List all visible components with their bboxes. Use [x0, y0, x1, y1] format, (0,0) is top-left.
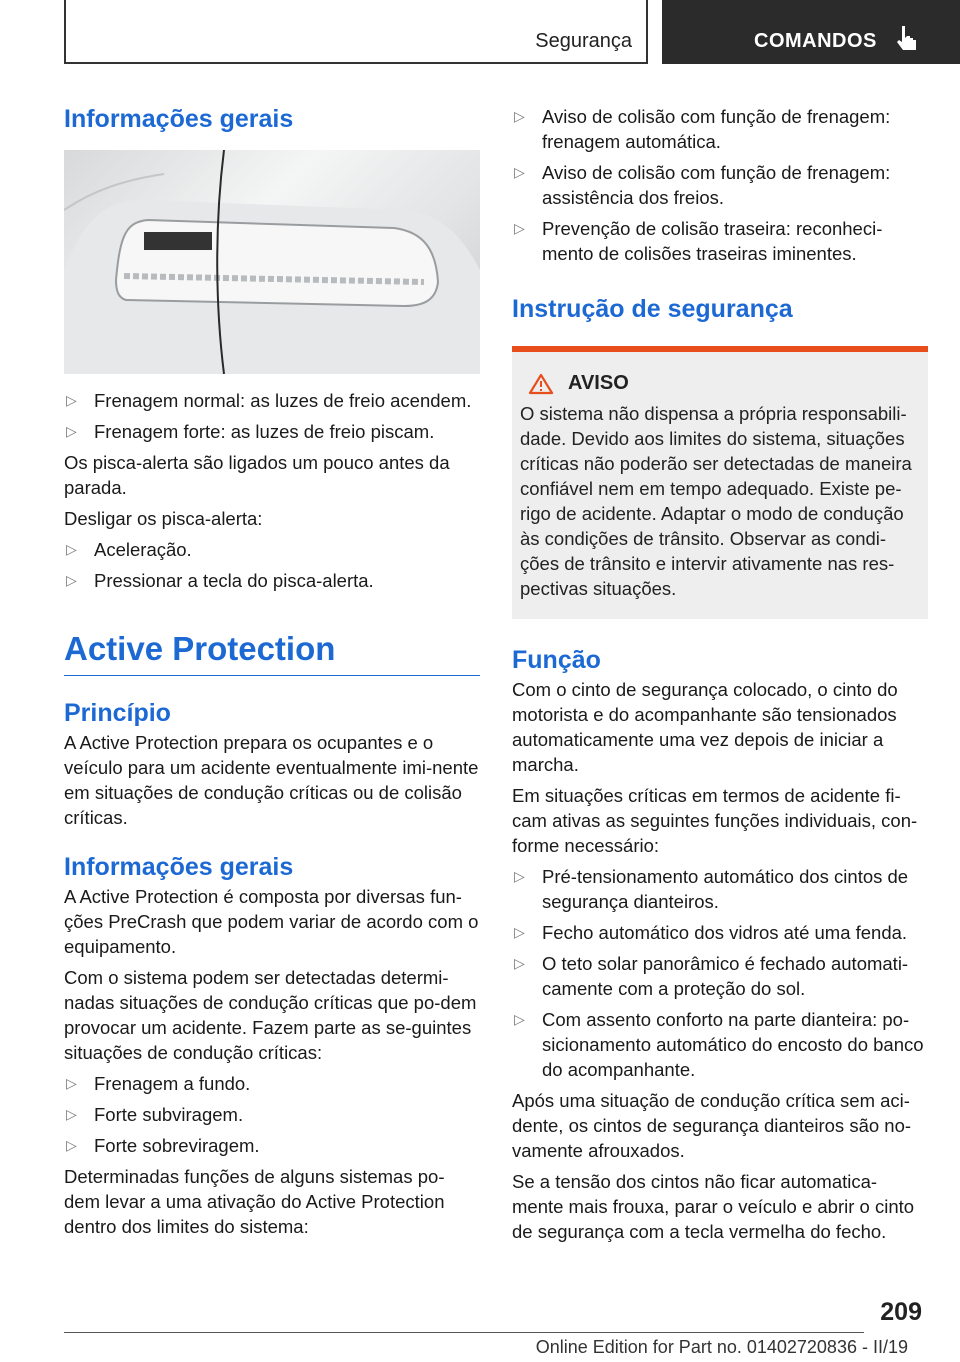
- footer-divider: [64, 1332, 864, 1333]
- critical-situations-list: [64, 1071, 480, 1158]
- braking-light-list: [64, 388, 480, 444]
- triangle-bullet-icon: ▷: [66, 1137, 77, 1153]
- heading-general-info-2: Informações gerais: [64, 853, 294, 881]
- triangle-bullet-icon: ▷: [514, 220, 525, 236]
- warning-header: [520, 372, 920, 395]
- list-item: ▷ Prevenção de colisão traseira: reconheci-mento de colisões traseiras iminentes.: [514, 218, 883, 264]
- title-divider: [64, 675, 480, 676]
- footer-edition: Online Edition for Part no. 01402720836 - II/19: [535, 1337, 908, 1357]
- triangle-bullet-icon: ▷: [66, 1075, 77, 1091]
- hazard-off-list: [64, 537, 480, 593]
- list-item: ▷ Frenagem forte: as luzes de freio piscam.: [66, 421, 435, 442]
- warning-box: [512, 346, 928, 619]
- list-item: ▷ Forte sobreviragem.: [66, 1135, 260, 1156]
- heading-principle: Princípio: [64, 699, 171, 727]
- page-number: 209: [880, 1298, 922, 1326]
- paragraph: Determinadas funções de alguns sistemas po-dem levar a uma ativação do Active Protection dentro dos limites do sistema:: [64, 1166, 445, 1237]
- list-item: ▷ Aviso de colisão com função de frenagem: frenagem automática.: [514, 106, 891, 152]
- list-item: ▷ Pré-tensionamento automático dos cintos de segurança dianteiros.: [514, 866, 909, 912]
- list-item: ▷ Com assento conforto na parte dianteira: po-sicionamento automático do encosto do banco do acompanhante.: [514, 1009, 924, 1080]
- list-item: ▷ O teto solar panorâmico é fechado automati-camente com a proteção do sol.: [514, 953, 909, 999]
- list-item: ▷ Pressionar a tecla do pisca-alerta.: [66, 570, 374, 591]
- section-title: Segurança: [535, 30, 632, 52]
- paragraph: Após uma situação de condução crítica sem aci-dente, os cintos de segurança dianteiros são no-vamente afrouxados.: [512, 1090, 912, 1161]
- warning-title: AVISO: [568, 372, 629, 394]
- tail-light-icon: [64, 150, 480, 374]
- paragraph: Se a tensão dos cintos não ficar automatica-mente mais frouxa, parar o veículo e abrir o cinto de segurança com a tecla vermelha do fecho.: [512, 1171, 915, 1242]
- chapter-tab-label: COMANDOS: [754, 30, 877, 52]
- triangle-bullet-icon: ▷: [514, 1011, 525, 1027]
- tail-light-illustration: [64, 150, 480, 374]
- system-functions-list: [512, 104, 928, 266]
- list-item: ▷ Forte subviragem.: [66, 1104, 244, 1125]
- hand-pointer-icon: [894, 24, 920, 54]
- paragraph: Desligar os pisca-alerta:: [64, 508, 263, 529]
- paragraph: Com o sistema podem ser detectadas determi-nadas situações de condução críticas que po-dem provocar um acidente. Fazem parte as se-guintes situações de condução críticas:: [64, 967, 477, 1063]
- triangle-bullet-icon: ▷: [514, 108, 525, 124]
- header-section-box: [64, 0, 648, 64]
- paragraph: Com o cinto de segurança colocado, o cinto do motorista e do acompanhante são tensionados automaticamente uma vez depois de iniciar a marcha.: [512, 679, 898, 775]
- individual-functions-list: [512, 864, 928, 1082]
- triangle-bullet-icon: ▷: [514, 164, 525, 180]
- right-column: [512, 96, 928, 1244]
- triangle-bullet-icon: ▷: [66, 541, 77, 557]
- triangle-bullet-icon: ▷: [514, 924, 525, 940]
- list-item: ▷ Fecho automático dos vidros até uma fenda.: [514, 922, 908, 943]
- list-item: ▷ Aviso de colisão com função de frenagem: assistência dos freios.: [514, 162, 891, 208]
- triangle-bullet-icon: ▷: [514, 868, 525, 884]
- paragraph: Em situações críticas em termos de acidente fi-cam ativas as seguintes funções individuais, con-forme necessário:: [512, 785, 918, 856]
- heading-function: Função: [512, 646, 601, 674]
- paragraph: A Active Protection é composta por diversas fun-ções PreCrash que podem variar de acordo com o equipamento.: [64, 886, 479, 957]
- warning-triangle-icon: [528, 373, 554, 395]
- triangle-bullet-icon: ▷: [66, 423, 77, 439]
- heading-general-info: Informações gerais: [64, 105, 294, 133]
- paragraph: Os pisca-alerta são ligados um pouco antes da parada.: [64, 452, 450, 498]
- triangle-bullet-icon: ▷: [66, 392, 77, 408]
- paragraph: A Active Protection prepara os ocupantes e o veículo para um acidente eventualmente imi-nente em situações de condução críticas ou de colisão críticas.: [64, 732, 479, 828]
- list-item: ▷ Aceleração.: [66, 539, 192, 560]
- list-item: ▷ Frenagem a fundo.: [66, 1073, 251, 1094]
- main-title: Active Protection: [64, 630, 336, 667]
- list-item: ▷ Frenagem normal: as luzes de freio acendem.: [66, 390, 472, 411]
- triangle-bullet-icon: ▷: [66, 1106, 77, 1122]
- heading-safety-instruction: Instrução de segurança: [512, 295, 793, 323]
- triangle-bullet-icon: ▷: [514, 955, 525, 971]
- triangle-bullet-icon: ▷: [66, 572, 77, 588]
- warning-text: O sistema não dispensa a própria responsabili-dade. Devido aos limites do sistema, situações críticas não poderão ser detectadas de maneira confiável nem em tempo adequado. Existe pe-rigo de acidente. Adaptar o modo de condução às condições de trânsito. Observar as condi-ções de trânsito e intervir ativamente nas res-pectivas situações.: [520, 403, 912, 599]
- left-column: [64, 96, 480, 1239]
- chapter-tab[interactable]: [662, 0, 960, 64]
